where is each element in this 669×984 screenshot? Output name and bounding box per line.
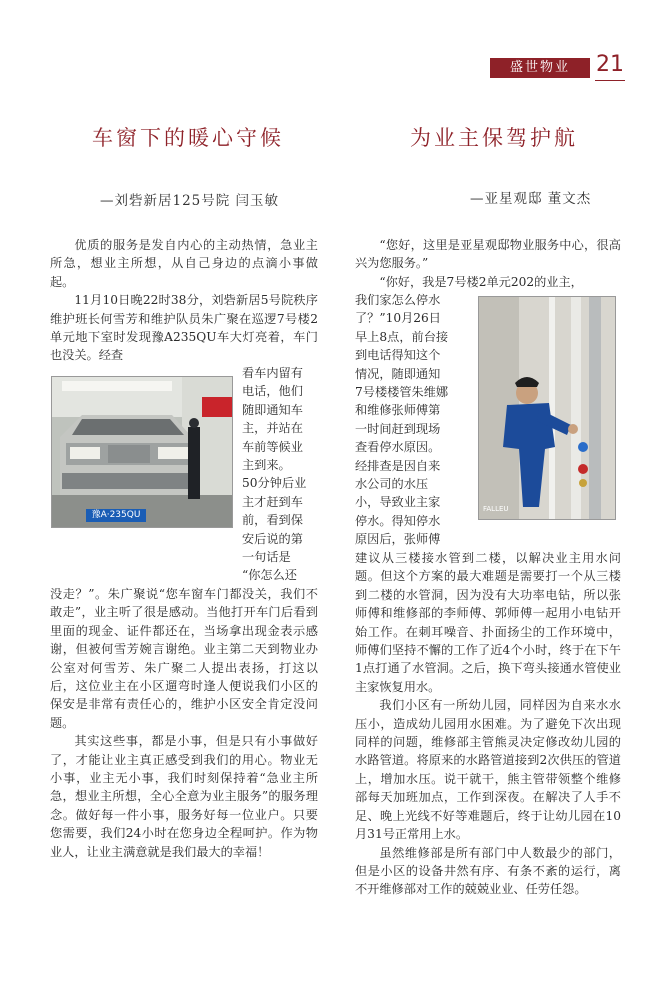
right-wrap-line: 小，导致业主家	[355, 495, 441, 510]
left-wrap-line: 电话，他们	[242, 384, 303, 399]
header-rule	[595, 80, 625, 81]
right-wrap-line: 我们家怎么停水	[355, 293, 441, 307]
right-article-title: 为业主保驾护航	[410, 126, 578, 150]
photo-watermark: FALLEU	[483, 505, 509, 513]
right-body-top	[355, 236, 621, 291]
right-paragraph-1: “您好，这里是亚星观邸物业服务中心，很高兴为您服务。”	[355, 238, 621, 271]
section-label: 盛世物业	[490, 58, 590, 78]
right-wrap-line: 到电话得知这个	[355, 348, 441, 363]
right-article-author: —亚星观邸 董文杰	[470, 191, 592, 207]
left-wrap-line: 主到来。	[242, 458, 291, 473]
left-paragraph-1: 优质的服务是发自内心的主动热情，急业主所急，想业主所想，从自己身边的点滴小事做起。	[50, 238, 318, 289]
left-wrap-line: “你怎么还	[242, 568, 297, 583]
left-article-title: 车窗下的暖心守候	[92, 126, 284, 150]
right-wrap-text	[355, 291, 473, 549]
plumber-illustration	[479, 297, 615, 519]
left-body-bottom	[50, 585, 318, 861]
left-wrap-line: 随即通知车	[242, 402, 303, 417]
left-wrap-line: 安后说的第	[242, 531, 303, 546]
left-body-top	[50, 236, 318, 365]
right-wrap-line: 查看停水原因。	[355, 440, 441, 455]
right-wrap-line: 了？”10月26日	[355, 311, 441, 326]
right-wrap-line: 早上8点，前台接	[355, 329, 449, 344]
right-wrap-line: 7号楼楼管朱维娜	[355, 385, 449, 400]
car-photo	[51, 376, 233, 528]
left-article-author: —刘砦新居125号院 闫玉敏	[100, 193, 280, 209]
left-wrap-line: 一句话是	[242, 550, 291, 565]
left-wrap-line: 前，看到保	[242, 513, 303, 528]
page-number: 21	[596, 52, 624, 77]
plumber-photo	[478, 296, 616, 520]
right-paragraph-2b: 建议从三楼接水管到二楼，以解决业主用水问题。但这个方案的最大难题是需要打一个从三楼到二楼的水管洞，因为没有大功率电钻，所以张师傅和维修部的李师傅、郭师傅一起用小电钻开始工作。在刺耳噪音、扑面扬尘的工作环境中，师傅们坚持不懈的工作了近4个小时，终于在下午1点打通了水管洞。之后，换下弯头接通水管使业主家恢复用水。	[355, 551, 621, 694]
left-wrap-line: 主才赶到车	[242, 494, 303, 509]
left-paragraph-3: 其实这些事，都是小事，但是只有小事做好了，才能让业主真正感受到我们的用心。物业无小事，业主无小事，我们时刻保持着“急业主所急，想业主所想，全心全意为业主服务”的服务理念。做好每一件小事，服务好每一位业户。只要您需要，我们24小时在您身边全程呵护。作为物业人，让业主满意就是我们最大的幸福！	[50, 734, 318, 859]
right-wrap-line: 情况，随即通知	[355, 366, 441, 381]
right-wrap-line: 一时间赶到现场	[355, 421, 441, 436]
right-paragraph-3: 我们小区有一所幼儿园，同样因为自来水水压小，造成幼儿园用水困难。为了避免下次出现同样的问题，维修部主管熊灵决定修改幼儿园的水路管道。将原来的水路管道接到2次供压的管道上，增加水压。说干就干，熊主管带领整个维修部每天加班加点，工作到深夜。在解决了人手不足、晚上光线不好等难题后，终于让幼儿园在10月31号正常用上水。	[355, 698, 621, 842]
right-wrap-line: 停水。得知停水	[355, 513, 441, 528]
left-paragraph-2b: 没走？”。朱广聚说“您车窗车门都没关，我们不敢走”，业主听了很是感动。当他打开车门后看到里面的现金、证件都还在，当场拿出现金表示感谢，但被何雪芳婉言谢绝。业主第二天到物业办公室对何雪芳、朱广聚二人提出表扬，打这以后，这位业主在小区遛弯时逢人便说我们小区的保安是非常有责任心的，维护小区安全肯定没问题。	[50, 587, 318, 730]
right-body-bottom	[355, 549, 621, 899]
right-paragraph-2a: “你好，我是7号楼2单元202的业主，	[379, 274, 583, 289]
left-wrap-text	[242, 364, 318, 585]
left-wrap-line: 50分钟后业	[242, 476, 307, 491]
right-wrap-line: 原因后，张师傅	[355, 532, 441, 547]
left-paragraph-2a: 11月10日晚22时38分，刘砦新居5号院秩序维护班长何雪芳和维护队员朱广聚在巡逻7号楼2单元地下室时发现豫A235QU车大灯亮着，车门也没关。经查	[50, 293, 318, 363]
left-wrap-line: 看车内留有	[242, 366, 303, 380]
left-wrap-line: 车前等候业	[242, 439, 303, 454]
right-wrap-line: 经排查是因自来	[355, 458, 441, 473]
right-wrap-line: 和维修张师傅第	[355, 403, 441, 418]
license-plate: 豫A·235QU	[86, 509, 146, 522]
left-wrap-line: 主，并站在	[242, 421, 303, 436]
right-wrap-line: 水公司的水压	[355, 477, 429, 492]
right-paragraph-4: 虽然维修部是所有部门中人数最少的部门，但是小区的设备井然有序、有条不紊的运行，离不开维修部对工作的兢兢业业、任劳任怨。	[355, 845, 621, 897]
car-illustration	[52, 377, 232, 527]
